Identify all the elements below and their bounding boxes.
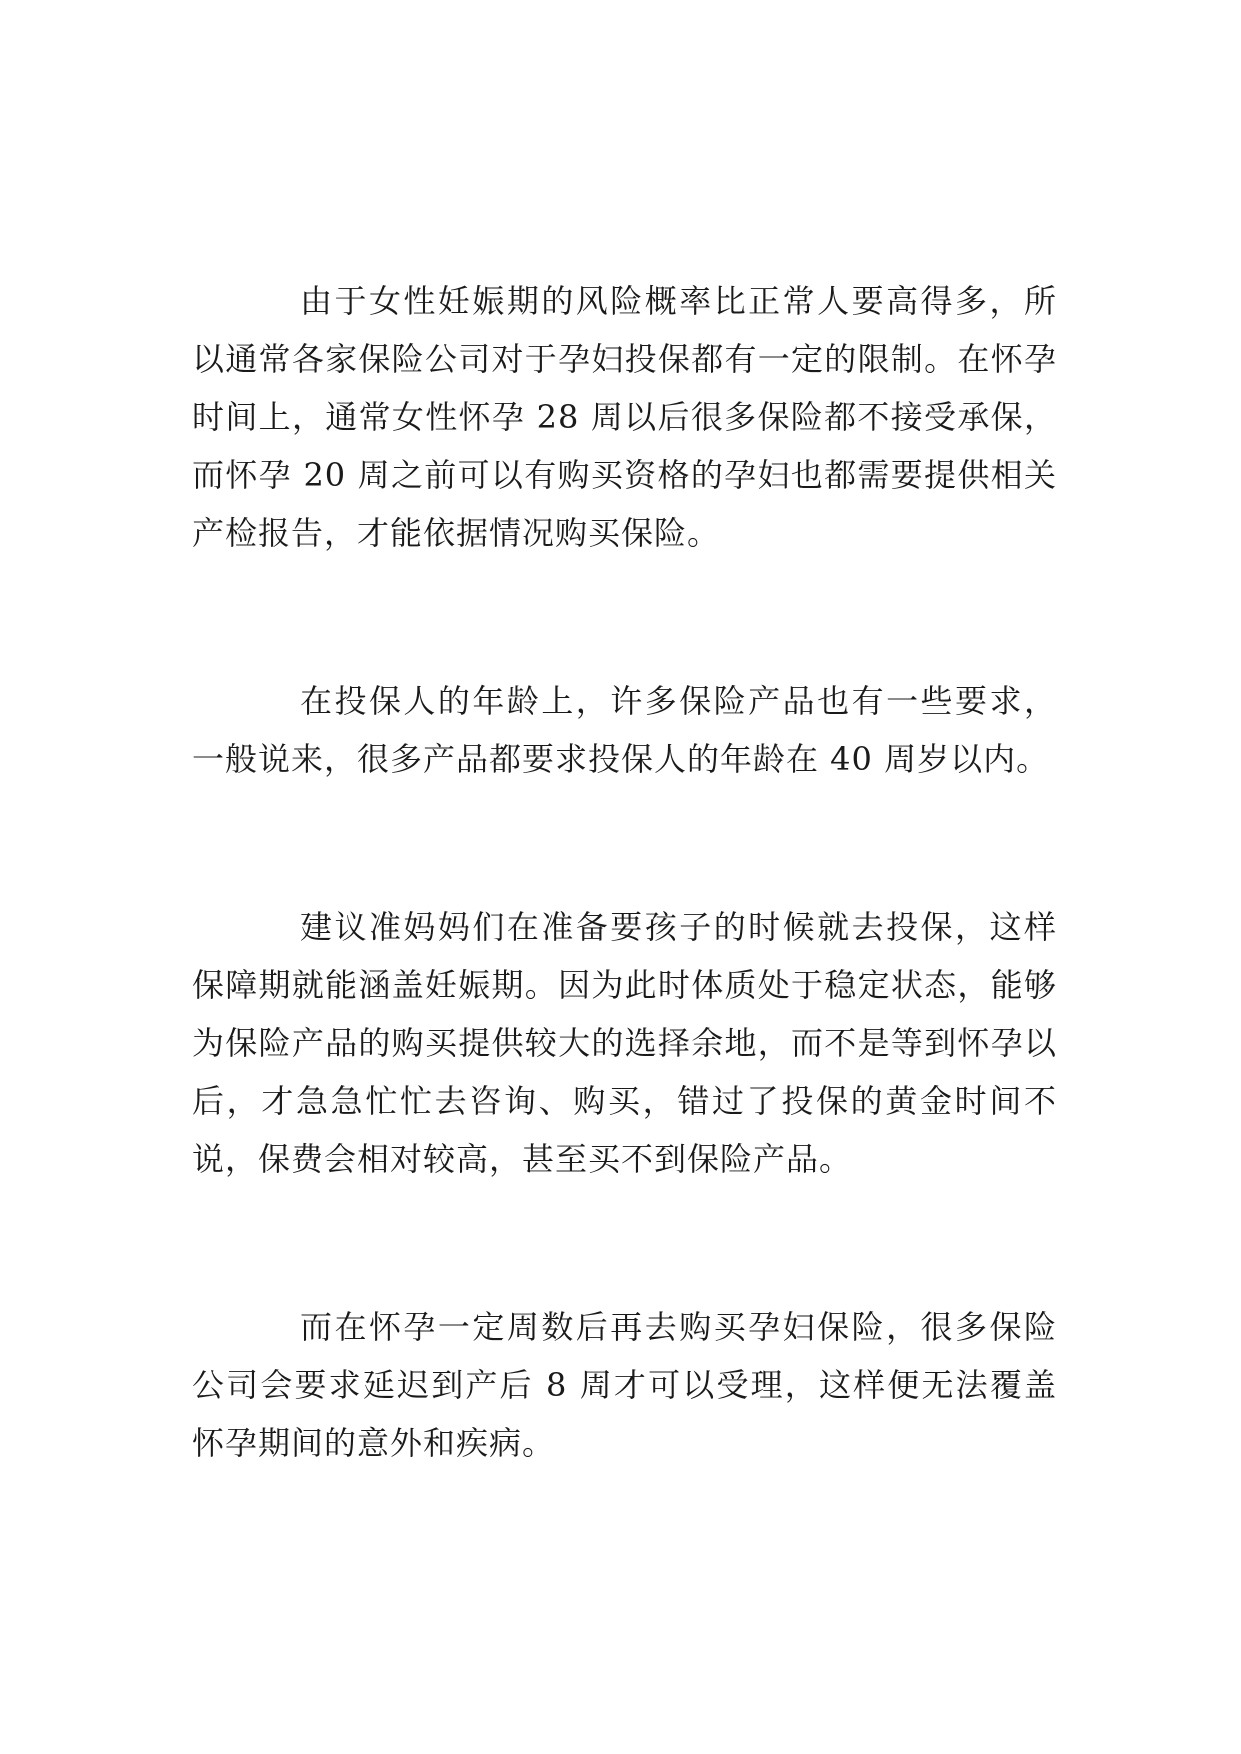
paragraph-postpartum-delay: 而在怀孕一定周数后再去购买孕妇保险，很多保险公司会要求延迟到产后 8 周才可以受理，这样便无法覆盖怀孕期间的意外和疾病。 bbox=[192, 1308, 1057, 1462]
paragraph-early-purchase-advice: 建议准妈妈们在准备要孩子的时候就去投保，这样保障期就能涵盖妊娠期。因为此时体质处于稳定状态，能够为保险产品的购买提供较大的选择余地，而不是等到怀孕以后，才急急忙忙去咨询、购买，错过了投保的黄金时间不说，保费会相对较高，甚至买不到保险产品。 bbox=[192, 908, 1057, 1178]
paragraph-pregnancy-restrictions: 由于女性妊娠期的风险概率比正常人要高得多，所以通常各家保险公司对于孕妇投保都有一定的限制。在怀孕时间上，通常女性怀孕 28 周以后很多保险都不接受承保，而怀孕 20 周之前可以有购买资格的孕妇也都需要提供相关产检报告，才能依据情况购买保险。 bbox=[192, 282, 1057, 552]
document-body bbox=[192, 272, 1057, 1472]
paragraph-age-requirement: 在投保人的年龄上，许多保险产品也有一些要求，一般说来，很多产品都要求投保人的年龄在 40 周岁以内。 bbox=[192, 682, 1057, 778]
